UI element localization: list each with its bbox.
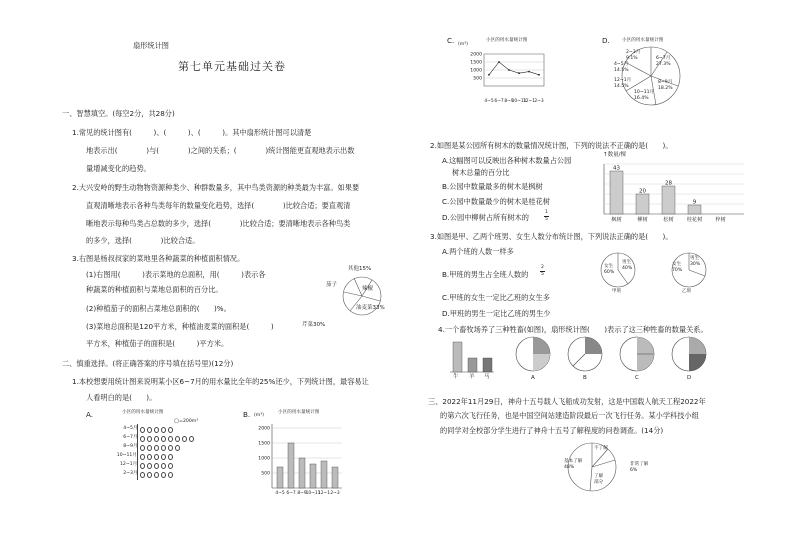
p2q3-frac-num: 2 xyxy=(541,265,544,270)
tree-chart-ylabel: ↑数量/棵 xyxy=(603,152,626,158)
chart-d-slice-3: 6~7月 27.3% xyxy=(656,56,671,67)
chart-b-ytick: 1000 xyxy=(258,456,270,462)
chart-b-bar xyxy=(332,467,338,488)
chart-c-xtick: 2~3 xyxy=(534,99,544,104)
chart-b-title: 小区的用水量统计图 xyxy=(278,410,320,415)
p2q2-frac-den: 5 xyxy=(545,217,548,222)
chart-a-row-label: 6~7月 xyxy=(123,435,138,440)
chart-b-xtick: 6~7 xyxy=(286,491,296,496)
part3-line1: 三、2022年11月29日，神舟十五号载人飞船成功发射，这是中国载人航天工程2022年 xyxy=(428,397,706,406)
chart-c-xtick: 6~7 xyxy=(494,99,504,104)
chart-c-xtick: 10~11 xyxy=(511,99,527,104)
p2q1-line2: 人看明白的是( )。 xyxy=(86,393,157,402)
vegetable-pie-chart xyxy=(320,268,410,328)
tree-category-label: 枫树 xyxy=(611,217,622,223)
pie-option-d: D xyxy=(687,375,692,381)
chart-c-point xyxy=(498,61,500,63)
chart-b-xtick: 4~5 xyxy=(275,491,285,496)
chart-b-xtick: 12~1 xyxy=(317,491,331,496)
yi-name: 乙班 xyxy=(682,289,692,294)
chart-b-label: B. xyxy=(243,410,251,419)
chart-b-ytick: 500 xyxy=(261,471,270,477)
q1-line1: 1.常见的统计图有( )、( )、( )。其中扇形统计图可以清楚 xyxy=(72,128,312,137)
tree-category-label: 桂花树 xyxy=(686,217,703,223)
jia-name: 甲班 xyxy=(612,289,622,294)
chart-c-line-chart xyxy=(456,46,556,126)
q3-1-line1: (1)右图用( )表示菜地的总面积，用( )表示各 xyxy=(86,270,266,279)
q2-line1: 2.大兴安岭的野生动物物资源种类少、种群数量多，其中鸟类资源的种类最为丰富。如果要 xyxy=(72,183,360,192)
pie-option-a: A xyxy=(531,375,535,381)
q2-line2: 直观清晰地表示各种鸟类每年的数量变化趋势，选择( )比较合适；要直观清 xyxy=(86,201,351,210)
chart-d-slice-4: 8~9月 18.2% xyxy=(658,80,673,91)
q3-intro: 3.右图是杨叔叔家的菜地里各种蔬菜的种植面积情况。 xyxy=(72,254,245,263)
p2q2-stem: 2.如图是某公园所有树木的数量情况统计图，下列的说法不正确的是( )。 xyxy=(430,141,673,150)
veg-label-eggplant: 茄子 xyxy=(326,282,338,288)
p2q2-option-c: C.公园中数量最少的树木是桂花树 xyxy=(442,197,550,206)
veg-label-other: 其他15% xyxy=(348,266,372,272)
chart-b-ytick: 2000 xyxy=(258,426,270,432)
chart-a-label: A. xyxy=(86,410,94,419)
p2q2-option-b: B.公园中数量最多的树木是枫树 xyxy=(442,182,543,191)
yi-boys: 男生30% xyxy=(690,256,701,267)
chart-c-ytick: 1000 xyxy=(470,68,482,74)
yi-girls: 女生70% xyxy=(672,262,683,273)
q2-line3: 晰地表示每种鸟类占总数的多少，选择( )比较合适；要清晰地表示各种鸟类 xyxy=(86,219,351,228)
part1-heading: 一、智慧填空。(每空2分，共28分) xyxy=(62,109,175,118)
survey-none: 非常了解 6% xyxy=(630,462,649,473)
veg-label-spinach: 芹菜30% xyxy=(302,322,326,328)
q3-2: (2)种植茄子的面积占菜地总面积的( )%。 xyxy=(86,304,231,313)
chart-b-bar-chart xyxy=(250,418,360,508)
animal-sheep: 羊 xyxy=(469,374,475,380)
chart-a-row-label: 10~11月 xyxy=(116,453,137,458)
chart-b-bar xyxy=(288,443,294,488)
chart-c-xtick: 4~5 xyxy=(484,99,494,104)
chart-c-point xyxy=(488,74,490,76)
p2q3-option-a: A.两个班的人数一样多 xyxy=(442,247,514,256)
veg-label-lettuce: 油麦菜33% xyxy=(356,305,385,311)
chart-c-point xyxy=(538,74,540,76)
q2-line4: 的多少，选择( )比较合适。 xyxy=(86,236,200,245)
chart-c-label: C. xyxy=(447,36,455,45)
chart-d-slice-5: 10~11月 16.4% xyxy=(634,90,655,101)
p2q4-stem: 4.一个畜牧场养了三种牲畜(如图)，扇形统计图( )表示了这三种牲畜的数量关系。 xyxy=(438,325,708,334)
chart-b-bar xyxy=(299,458,305,488)
chart-d-slice-1: 2~3月 9.1% xyxy=(626,50,641,61)
p2q3-option-d: D.甲班的男生一定比乙班的男生少 xyxy=(442,309,551,318)
part3-line3: 的同学对全校部分学生进行了神舟十五号了解程度的问卷调查。(14分) xyxy=(440,426,664,435)
tree-category-label: 梓树 xyxy=(715,217,726,223)
q3-3-line2: 平方米，种植茄子的面积是( )平方米。 xyxy=(86,339,229,348)
p2q3-frac-den: 5 xyxy=(541,272,544,277)
tree-category-label: 松树 xyxy=(663,217,674,223)
chart-b-unit: (m³) xyxy=(254,413,264,418)
chart-c-ytick: 500 xyxy=(473,76,482,82)
subject-label: 扇形统计图 xyxy=(133,41,169,50)
p2q2-frac-num: 1 xyxy=(545,210,548,215)
chart-b-bar xyxy=(310,464,316,488)
chart-a-row-label: 2~3月 xyxy=(123,471,138,476)
tree-bar xyxy=(636,194,649,214)
chart-d-slice-6: 12~1月 14.5% xyxy=(614,78,632,89)
chart-c-xtick: 8~9 xyxy=(504,99,514,104)
tree-bar xyxy=(688,205,701,214)
part2-heading: 二、慎重选择。(将正确答案的序号填在括号里)(12分) xyxy=(62,359,234,368)
animal-cow: 牛 xyxy=(453,374,459,380)
chart-a-row-label: 12~1月 xyxy=(120,462,138,467)
survey-basic: 基本了解 48% xyxy=(564,459,583,470)
p2q3-option-c: C.甲班的女生一定比乙班的女生多 xyxy=(442,293,550,302)
q1-line3: 量增减变化的趋势。 xyxy=(86,164,151,173)
p2q3-stem: 3.如图是甲、乙两个班男、女生人数分布统计图，下列说法正确的是( )。 xyxy=(430,232,673,241)
pie-option-b: B xyxy=(583,375,587,381)
chart-a-row-label: 4~5月 xyxy=(123,426,138,431)
q1-line2: 地表示出( )与( )之间的关系；( )统计图能更直观地表示出数 xyxy=(86,146,355,155)
chart-a-legend: ◯=200m³ xyxy=(174,419,199,424)
chart-b-ytick: 1500 xyxy=(258,441,270,447)
chart-d-label: D. xyxy=(602,36,610,45)
p2q1-line1: 1.本校想要用统计图来说明某小区6~7月的用水量比全年的25%还少，下列统计图，最容易让 xyxy=(72,377,369,386)
chart-c-series-line xyxy=(489,62,539,75)
chart-a-title: 小区的用水量统计图 xyxy=(122,410,164,415)
jia-boys: 男生40% xyxy=(622,260,633,271)
pie-option-c: C xyxy=(635,375,639,381)
chart-c-unit: (m³) xyxy=(458,42,468,47)
chart-b-xtick: 8~9 xyxy=(297,491,307,496)
chart-b-xtick: 2~3 xyxy=(330,491,340,496)
chart-c-point xyxy=(508,69,510,71)
chart-d-slice-2: 4~5月 14.5% xyxy=(614,62,629,73)
p2q3-option-b: B.甲班的男生占全班人数的 xyxy=(442,270,529,279)
tree-bar-value: 28 xyxy=(665,180,672,187)
jia-girls: 女生60% xyxy=(604,264,615,275)
survey-some: 了解 部分 xyxy=(594,474,604,485)
chart-a-row-label: 8~9月 xyxy=(123,444,138,449)
tree-category-label: 柳树 xyxy=(637,217,648,223)
q3-1-line2: 种蔬菜的种植面积与菜地总面积的百分比。 xyxy=(86,285,223,294)
part3-line2: 的第六次飞行任务，也是中国空间站建造阶段最后一次飞行任务。某小学科技小组 xyxy=(440,411,699,420)
animal-horse: 马 xyxy=(484,374,490,380)
tree-bar-value: 9 xyxy=(692,199,697,206)
tree-bar-value: 20 xyxy=(639,188,646,195)
chart-c-xtick: 12~1 xyxy=(522,99,536,104)
tree-bar-chart xyxy=(600,158,750,228)
page-title: 第七单元基础过关卷 xyxy=(178,60,286,73)
tree-bar xyxy=(662,186,675,214)
chart-b-xtick: 10~11 xyxy=(305,491,321,496)
chart-c-ytick: 1500 xyxy=(470,60,482,66)
chart-c-title: 小区的用水量统计图 xyxy=(486,38,528,43)
option-pies xyxy=(515,336,705,372)
p2q2-option-a2: 树木总量的百分比 xyxy=(452,168,510,177)
p2q2-option-a1: A.这幅图可以反映出各种树木数量占公园 xyxy=(442,156,572,165)
p2q2-option-d: D.公园中柳树占所有树木的 xyxy=(442,213,529,222)
chart-a-frame xyxy=(137,424,228,480)
chart-d-title: 小区的用水量统计图 xyxy=(622,38,664,43)
chart-c-point xyxy=(528,71,530,73)
chart-c-ytick: 2000 xyxy=(470,52,482,58)
survey-little: 不了解 xyxy=(594,446,608,451)
q3-3-line1: (3)菜地总面积是120平方米，种植油麦菜的面积是( ) xyxy=(86,322,274,331)
chart-c-point xyxy=(518,72,520,74)
tree-bar-value: 43 xyxy=(613,165,620,172)
chart-b-bar xyxy=(321,461,327,488)
chart-b-bar xyxy=(277,467,283,488)
tree-bar xyxy=(610,171,623,214)
veg-label-pepper: 辣椒 xyxy=(362,286,374,292)
